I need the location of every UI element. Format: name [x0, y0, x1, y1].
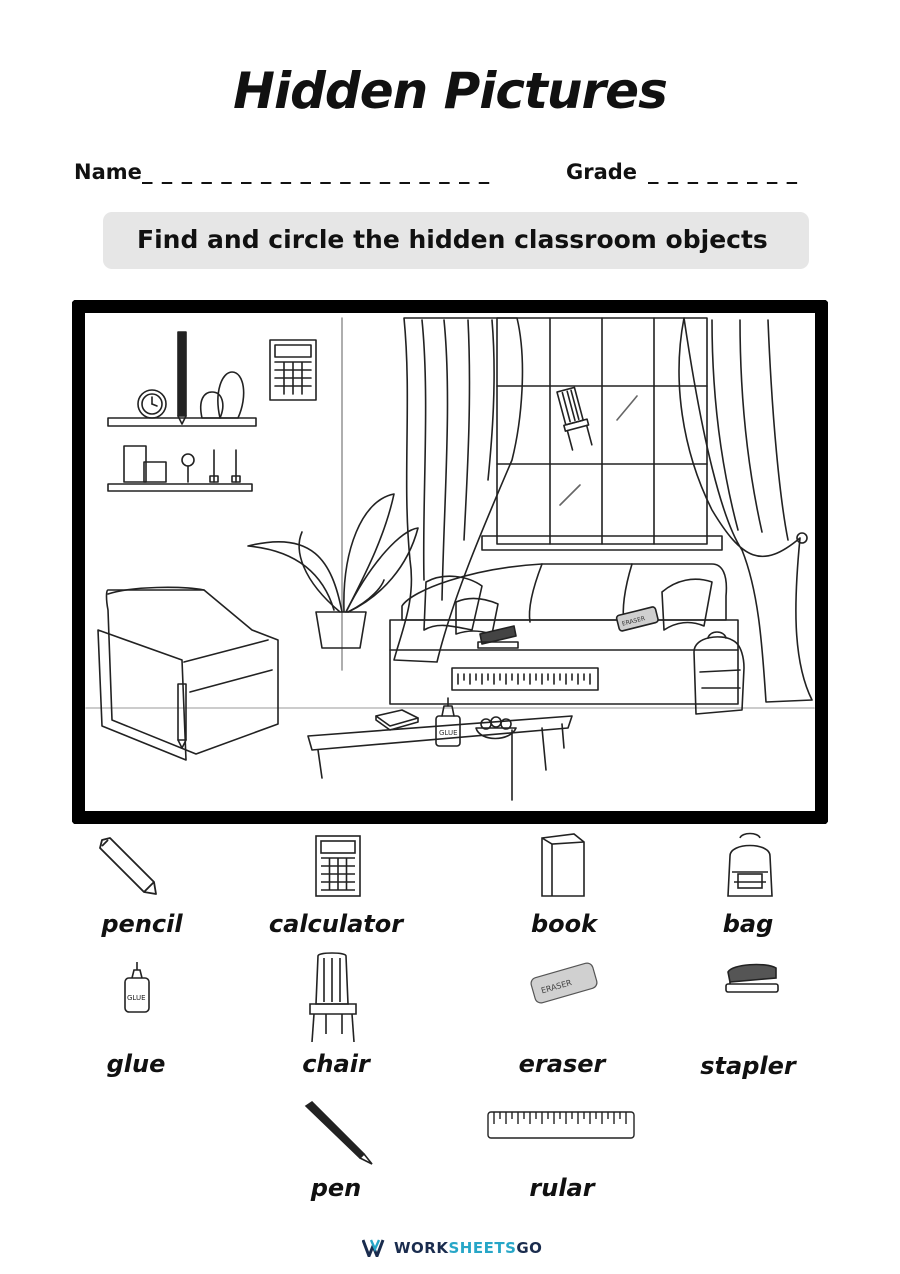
glue-bottle-icon [122, 960, 152, 1014]
brand-part-sheets: SHEETS [448, 1239, 517, 1257]
book-icon [538, 830, 588, 900]
calculator-icon [312, 834, 364, 898]
pencil-icon [96, 834, 160, 898]
brand-part-go: GO [516, 1239, 543, 1257]
scene-glue-text: GLUE [439, 729, 458, 737]
name-blank[interactable]: _ _ _ _ _ _ _ _ _ _ _ _ _ _ _ _ _ _ [142, 160, 491, 184]
item-label-bag: bag [722, 910, 774, 938]
item-label-chair: chair [302, 1050, 370, 1078]
item-label-book: book [530, 910, 598, 938]
name-grade-row [74, 160, 834, 194]
item-label-glue: glue [106, 1050, 166, 1078]
footer-brand [362, 1236, 542, 1260]
object-list [0, 826, 900, 1206]
item-label-pencil: pencil [101, 910, 183, 938]
stapler-icon [722, 960, 782, 998]
item-label-stapler: stapler [700, 1052, 796, 1080]
scene-eraser-text: ERASER [621, 615, 646, 628]
name-label: Name [74, 160, 142, 184]
item-label-calculator: calculator [268, 910, 404, 938]
worksheet-title: Hidden Pictures [233, 62, 667, 120]
living-room-scene [72, 300, 828, 824]
worksheetsgo-logo-icon [362, 1239, 388, 1257]
pen-icon [302, 1100, 374, 1166]
footer-brand-text [394, 1239, 542, 1257]
ruler-icon [486, 1110, 636, 1140]
item-label-pen: pen [310, 1174, 362, 1202]
instruction-text: Find and circle the hidden classroom objects [137, 225, 768, 254]
eraser-icon-text: ERASER [540, 978, 573, 996]
item-label-eraser: eraser [518, 1050, 606, 1078]
eraser-icon [528, 960, 600, 1006]
glue-icon-text: GLUE [127, 994, 146, 1002]
grade-label: Grade [566, 160, 638, 184]
backpack-icon [722, 832, 778, 900]
brand-part-work: WORK [394, 1239, 449, 1257]
chair-icon [306, 952, 362, 1044]
grade-blank[interactable]: _ _ _ _ _ _ _ _ [648, 160, 799, 184]
item-label-rular: rular [529, 1174, 595, 1202]
instruction-banner [103, 212, 809, 269]
hidden-pen [178, 332, 186, 424]
